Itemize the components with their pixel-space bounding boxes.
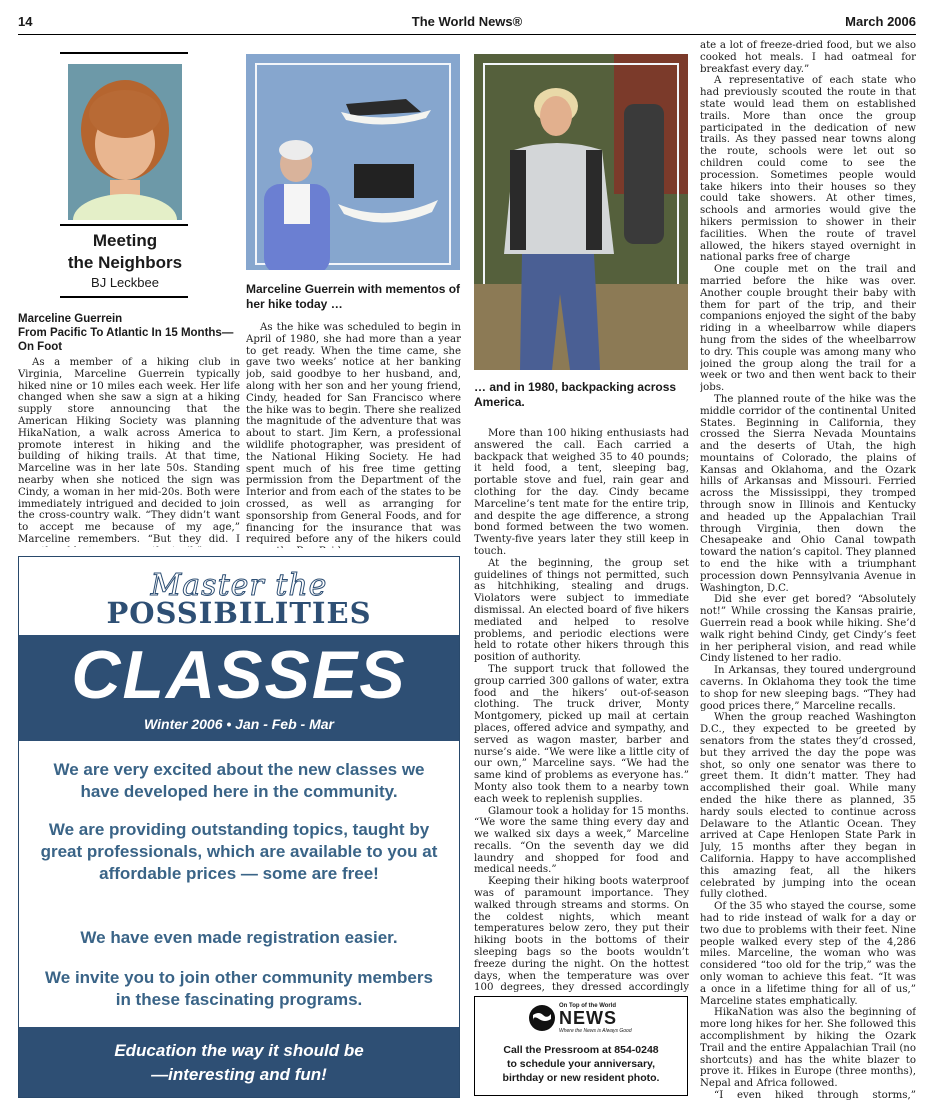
- column-author: BJ Leckbee: [91, 275, 159, 290]
- mid-rule: [60, 224, 188, 226]
- promo-line3: birthday or new resident photo.: [502, 1072, 660, 1084]
- paragraph: A representative of each state who had previously scouted the route in that state would lead them on established trails. More than once the group participated in the dedication of new trails. As they passed near towns along the route, schools were let out so children could come to see the procession. Sometimes people would take hikers into their houses so they could take showers. At other times, schools and armories would give the hikers permission to shower in their facilities. When the route of travel allowed, the hikers stayed overnight in national parks free of charge: [700, 75, 916, 264]
- logo-tagline: Where the News is Always Good: [559, 1028, 632, 1034]
- promo-text: [475, 1043, 687, 1085]
- ad-season: Winter 2006 • Jan - Feb - Mar: [144, 716, 334, 732]
- paragraph: Did she ever get bored? “Absolutely not!” While crossing the Kansas prairie, Guerrein read a book while hiking. She’d walk right behind Cindy, get Cindy’s feet in her peripheral vision, and read while Cindy listened to her radio.: [700, 594, 916, 665]
- masthead: The World News®: [411, 14, 523, 29]
- paragraph: As the hike was scheduled to begin in April of 1980, she had more than a year to get ready. When the time came, she gave two weeks’ notice at her banking job, said goodbye to her husband, and, along with her son and her young friend, Cindy, headed for San Francisco where the hike was to begin. There she realized the magnitude of the adventure that was about to start. Jim Kern, a professional wildlife photographer, was president of the National Hiking Society. He had spent much of his free time getting permission from the Department of the Interior and from each of the states to be crossed, as well as arranging for sponsorship from General Foods, and for financing for the insurance that was required before any of the hikers could: [246, 322, 461, 546]
- ad-paragraph-3: We have even made registration easier.: [80, 928, 398, 947]
- promo-line2: to schedule your anniversary,: [506, 1058, 656, 1070]
- ad-paragraph-4: We invite you to join other community members in these fascinating programs.: [45, 968, 433, 1009]
- paragraph: One couple met on the trail and married before the hike was over. Another couple brought their baby with them for part of the trip, and their companions enjoyed the sight of the baby riding in a wheelbarrow while diapers hung from the sides of the wheelbarrow to dry. This couple was among many who joined the group along the trail for a week or two and then went back to their jobs.: [700, 264, 916, 394]
- classes-ad: [18, 556, 460, 1098]
- ad-classes-title: CLASSES: [71, 637, 407, 713]
- page-header: [18, 12, 916, 35]
- caption-backpacking: … and in 1980, backpacking across America.: [474, 380, 677, 409]
- paragraph: Of the 35 who stayed the course, some had to ride instead of walk for a day or two due to problems with their feet. Nine people walked every step of the 4,286 miles. Marceline, the woman who was considered “too old for the trip,” was the only woman to achieve this feat. “It was a once in a lifetime thing for all of us,” Marceline states emphatically.: [700, 901, 916, 1007]
- paragraph: The support truck that followed the group carried 300 gallons of water, extra food and the hikers’ out-of-season clothing. The truck driver, Monty Montgomery, picked up mail at certain places, offered advice and sympathy, and served as wagon master, barber and nurse’s aide. “We were like a little city of our own,” Marceline says. “We had the same kind of problems as everyone has.” Monty also took them to a nearby town each week to replenish supplies.: [474, 663, 689, 805]
- promo-line1: Call the Pressroom at 854-0248: [503, 1044, 659, 1056]
- bottom-rule: [60, 296, 188, 298]
- logo-top-text: On Top of the World: [559, 1003, 617, 1009]
- ad-paragraph-1: We are very excited about the new classes we have developed here in the community.: [53, 760, 425, 801]
- article-col2: [246, 322, 461, 548]
- photo-backpacking-image: [474, 54, 688, 370]
- photo-mementos-image: [246, 54, 460, 270]
- ad-footer-line1: Education the way it should be: [114, 1041, 364, 1060]
- paragraph: HikaNation was also the beginning of more long hikes for her. She followed this accomplishment by hiking the Ozark Trail and the entire Appalachian Trail (no shortcuts) and has the white blazer to prove it. Hikes in Europe (three months), Nepal and Africa followed.: [700, 1007, 916, 1090]
- photo-mementos: [246, 54, 460, 270]
- headline-line2: From Pacific To Atlantic In 15 Months—: [18, 327, 234, 339]
- paragraph: ate a lot of freeze-dried food, but we also cooked hot meals. I had oatmeal for breakfast every day.”: [700, 40, 916, 75]
- paragraph: As a member of a hiking club in Virginia, Marceline Guerrein typically hiked nine or 10 miles each week. Her life changed when she saw a sign at a hiking supply store announcing that the American Hiking Society was planning HikaNation, a walk across America to promote interest in hiking and the building of hiking trails. At that time, Marceline was in her late 50s. Standing nearby when she noticed the sign was Cindy, a woman in her mid-20s. Both were immediately intrigued and decided to join the cross-country walk. “They didn’t want to accept me because of my age,” Marceline remembers. “But they did. I: [18, 357, 240, 545]
- photo-backpacking: [474, 54, 688, 370]
- headline-line3: On Foot: [18, 341, 63, 353]
- column-title-block: [60, 230, 190, 291]
- paragraph: Glamour took a holiday for 15 months. “We wore the same thing every day and we walked six days a week,” Marceline recalls. “On the seventh day we did laundry and shopped for food and medical needs.”: [474, 805, 689, 876]
- page-number: 14: [18, 14, 33, 29]
- top-rule: [60, 52, 188, 54]
- headline-line1: Marceline Guerrein: [18, 313, 123, 325]
- portrait-image: [68, 64, 182, 220]
- paragraph: More than 100 hiking enthusiasts had answered the call. Each carried a backpack that weighed 35 to 40 pounds; it held food, a tent, sleeping bag, portable stove and fuel, rain gear and clothing for the day. Cindy became Marceline’s tent mate for the entire trip, and despite the age difference, a strong bond formed between the two women. Twenty-five years later they still keep in touch.: [474, 428, 689, 557]
- paragraph: Keeping their hiking boots waterproof was of paramount importance. They walked through streams and storms. On the coldest nights, which meant temperatures below zero, they put their hiking boots in the bottoms of their sleeping bags so the boots wouldn’t freeze during the night. On the hottest days, when the temperature was over 100 degrees, they dressed accordingly: [474, 876, 689, 992]
- author-portrait: [68, 64, 182, 220]
- ad-possibilities: POSSIBILITIES: [106, 596, 372, 630]
- paragraph: In Arkansas, they toured underground caverns. In Oklahoma they took the time to shop for new sleeping bags. “They had good prices there,” Marceline recalls.: [700, 665, 916, 712]
- paragraph: “I even hiked through storms,”: [714, 1089, 916, 1100]
- ad-classes-band: [19, 635, 459, 741]
- pressroom-promo: [474, 996, 688, 1096]
- ad-footer-line2: —interesting and fun!: [151, 1065, 327, 1084]
- issue-date: March 2006: [845, 14, 916, 29]
- column-title-line1: Meeting: [92, 231, 158, 250]
- paragraph: The planned route of the hike was the middle corridor of the continental United States. Beginning in California, they crossed the Sierra Nevada Mountains and the deserts of Utah, the high mountains of Colorado, the plains of Kansas and Oklahoma, and the Ozark hills of Arkansas and Missouri. Ferried across the Mississippi, they tromped through snow in Illinois and Kentucky and headed up the Appalachian Trail through Virginia, then down the Chesapeake and Ohio Canal towpath toward the nation’s capitol. They planned to end the hike with a triumphant procession down Pennsylvania Avenue in Washington, D.C.: [700, 393, 916, 594]
- paragraph: When the group reached Washington D.C., they expected to be greeted by senators from the states they’d crossed, but they arrived the day the pope was shot, so only one senator was there to greet them. It didn’t matter. They had accomplished their goal. While many ended the hike there as planned, 35 hardy souls elected to continue across Delaware to the Atlantic Ocean. They arrived at Cape Henlopen State Park in July, 15 months after they began in California. Happy to have accomplished this amazing feat, all the hikers celebrated by jumping into the ocean fully clothed.: [700, 712, 916, 901]
- paragraph: At the beginning, the group set guidelines of things not permitted, such as hitchhiking, stealing and drugs. Violators were subject to immediate dismissal. An elected board of five hikers mediated and helped to resolve problems, and periodic elections were held to rotate other hikers through this position of authority.: [474, 557, 689, 664]
- article-col3: [474, 428, 689, 992]
- ad-footer-band: [19, 1027, 459, 1097]
- article-col4: [700, 40, 916, 1100]
- ad-script-line: Master the: [150, 568, 328, 603]
- ad-paragraph-2: We are providing outstanding topics, taught by great professionals, which are available to you at affordable prices — some are free!: [40, 820, 438, 883]
- column-title-line2: the Neighbors: [67, 253, 183, 272]
- article-col1: [18, 357, 240, 547]
- globe-icon: [529, 1005, 555, 1031]
- logo-name: NEWS: [559, 1008, 617, 1028]
- article-headline: [18, 312, 238, 354]
- caption-mementos: Marceline Guerrein with mementos of her hike today …: [246, 282, 461, 311]
